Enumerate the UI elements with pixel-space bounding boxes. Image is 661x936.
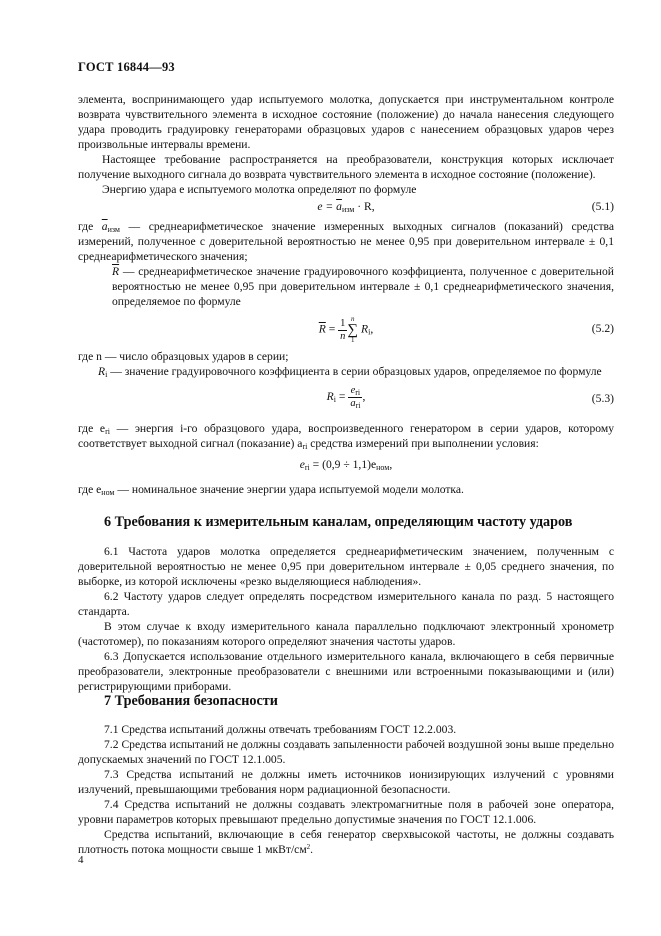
definition-symbol: R xyxy=(98,365,106,378)
definition-e-nom xyxy=(78,482,614,497)
formula-5-1 xyxy=(78,199,614,216)
fraction-numerator: e xyxy=(350,385,356,396)
definition-ri xyxy=(78,364,614,379)
formula-5-2 xyxy=(78,312,614,346)
formula-number: (5.2) xyxy=(591,322,614,335)
formula-eq: = xyxy=(335,390,349,404)
formula-lhs: $\overline{R}$ xyxy=(318,322,326,336)
paragraph: 6.3 Допускается использование отдельного измерительного канала, включающего в себя первичные преобразователи, электронные преобразователи с внешними или встроенными показывающими и (или) регистрирующими приборами. xyxy=(78,650,614,693)
definition-prefix: где e xyxy=(78,422,106,435)
formula-symbol: $\overline{a}$ xyxy=(336,200,342,213)
fraction-numerator-subscript: ri xyxy=(355,388,361,397)
paragraph: 7.4 Средства испытаний не должны создавать электромагнитные поля в рабочей зоне оператора, уровни параметров которых превышают предельно допустимые значения по ГОСТ 12.1.006. xyxy=(78,798,614,826)
fraction-denominator: n xyxy=(340,330,346,342)
definition-n: где n — число образцовых ударов в серии; xyxy=(78,350,289,363)
definition-r-mean xyxy=(78,264,614,309)
paragraph-text: Средства испытаний, включающие в себя генератор сверхвысокой частоты, не должны создавать плотность потока мощности свыше 1 мкВт/см xyxy=(78,828,614,856)
formula-number: (5.3) xyxy=(591,392,614,405)
definition-subscript: ном xyxy=(101,488,115,497)
fraction-denominator: a xyxy=(350,398,356,409)
section-6-title: 6 Требования к измерительным каналам, определяющим частоту ударов xyxy=(104,514,573,530)
paragraph: 7.2 Средства испытаний не должны создавать запыленности рабочей воздушной зоны выше предельно допускаемых значений по ГОСТ 12.1.005. xyxy=(78,738,614,766)
formula-lhs: e = xyxy=(317,200,337,213)
definition-symbol: $\overline{R}$ xyxy=(112,265,120,278)
definition-text: — среднеарифметическое значение градуировочного коэффициента, полученное с доверительной вероятностью не менее 0,95 при доверительном интервале ± 0,1 среднеарифметического значения, определяемое по формуле xyxy=(112,265,614,308)
formula-subscript: ri xyxy=(304,463,310,472)
definition-eri xyxy=(78,421,614,451)
paragraph xyxy=(78,827,614,857)
paragraph: Энергию удара e испытуемого молотка определяют по формуле xyxy=(102,183,417,196)
definition-text: средства измерений при выполнении условия: xyxy=(307,437,539,450)
definition-symbol: $\overline{a}$ xyxy=(101,220,108,233)
paragraph: Настоящее требование распространяется на преобразователи, конструкция которых исключает получение выходного сигнала до возврата чувствительного элемента в исходное состояние (положение). xyxy=(78,153,614,181)
definition-prefix: где xyxy=(78,220,102,233)
section-7-body xyxy=(78,722,614,857)
definition-text: — энергия i-го образцового удара, воспроизведенного генератором в серии ударов, которому соответствует выходной сигнал (показание) a xyxy=(78,422,614,450)
definition-text: — среднеарифметическое значение измеренных выходных сигналов (показаний) средства измерений, полученное с доверительной вероятностью не менее 0,95 при доверительном интервале ± 0,1 среднеарифметического значения; xyxy=(78,220,614,263)
formula-rhs: = (0,9 ÷ 1,1)e xyxy=(309,458,377,471)
formula-lhs: e xyxy=(299,458,305,471)
paragraph: 6.2 Частоту ударов следует определять посредством измерительного канала по разд. 5 настоящего стандарта. xyxy=(78,590,614,618)
paragraph: 7.3 Средства испытаний не должны иметь источников ионизирующих излучений с уровнями излучений, превышающими требования норм радиационной безопасности. xyxy=(78,768,614,796)
formula-fraction xyxy=(348,385,362,410)
page-number: 4 xyxy=(78,854,84,866)
sum-lower-limit: 1 xyxy=(351,336,355,344)
definition-subscript: ri xyxy=(302,442,308,451)
definition-subscript: ri xyxy=(105,427,110,436)
definition-subscript: изм xyxy=(107,225,120,234)
sigma-icon: ∑ xyxy=(347,322,359,338)
fraction-numerator: 1 xyxy=(340,317,346,329)
formula-tail: , xyxy=(389,458,393,471)
definition-text: — значение градуировочного коэффициента в серии образцовых ударов, определяемое по формуле xyxy=(107,365,602,378)
sum-operator xyxy=(347,316,358,344)
definition-text: — номинальное значение энергии удара испытуемой модели молотка. xyxy=(114,483,464,496)
formula-fraction xyxy=(338,318,347,343)
formula-subscript: i xyxy=(368,327,371,337)
formula-tail: , xyxy=(362,390,366,404)
superscript: 2 xyxy=(306,843,311,851)
section-6-body xyxy=(78,544,614,694)
section-5-continuation xyxy=(78,92,614,497)
definition-prefix: где e xyxy=(78,483,102,496)
definition-a-izm xyxy=(78,219,614,264)
paragraph: 7.1 Средства испытаний должны отвечать требованиям ГОСТ 12.2.003. xyxy=(104,723,457,736)
document-header: ГОСТ 16844—93 xyxy=(78,60,175,74)
formula-subscript: ном xyxy=(376,463,390,472)
formula-rhs: R xyxy=(361,322,369,336)
formula-number: (5.1) xyxy=(591,200,614,213)
formula-lhs: R xyxy=(326,390,334,404)
fraction-denominator-subscript: ri xyxy=(355,401,361,410)
formula-rhs: · R, xyxy=(354,200,375,213)
formula-eq: = xyxy=(325,322,339,336)
formula-subscript: i xyxy=(333,395,336,405)
definition-subscript: i xyxy=(105,370,108,379)
formula-subscript: изм xyxy=(341,205,355,214)
formula-condition xyxy=(78,457,614,474)
paragraph: 6.1 Частота ударов молотка определяется среднеарифметическим значением, полученным с доверительной вероятностью не менее 0,95 при доверительном интервале ± 0,05 среднего значения, по выборке, из которой исключены «резко выделяющиеся наблюдения». xyxy=(78,545,614,588)
section-7-title: 7 Требования безопасности xyxy=(104,693,278,709)
paragraph: элемента, воспринимающего удар испытуемого молотка, допускается при инструментальном контроле возврата чувствительного элемента в исходное состояние (положение) до начала нанесения следующего удара проводить градуировку генераторами образцовых ударов с нанесением образцовых ударов через произвольные интервалы времени. xyxy=(78,93,614,151)
formula-tail: , xyxy=(370,322,374,336)
sum-upper-limit: n xyxy=(351,315,355,323)
paragraph-tail: . xyxy=(310,843,314,856)
paragraph: В этом случае к входу измерительного канала параллельно подключают электронный хронометр (частотомер), по показаниям которого определяют значения частоты ударов. xyxy=(78,620,614,648)
formula-5-3 xyxy=(78,381,614,419)
